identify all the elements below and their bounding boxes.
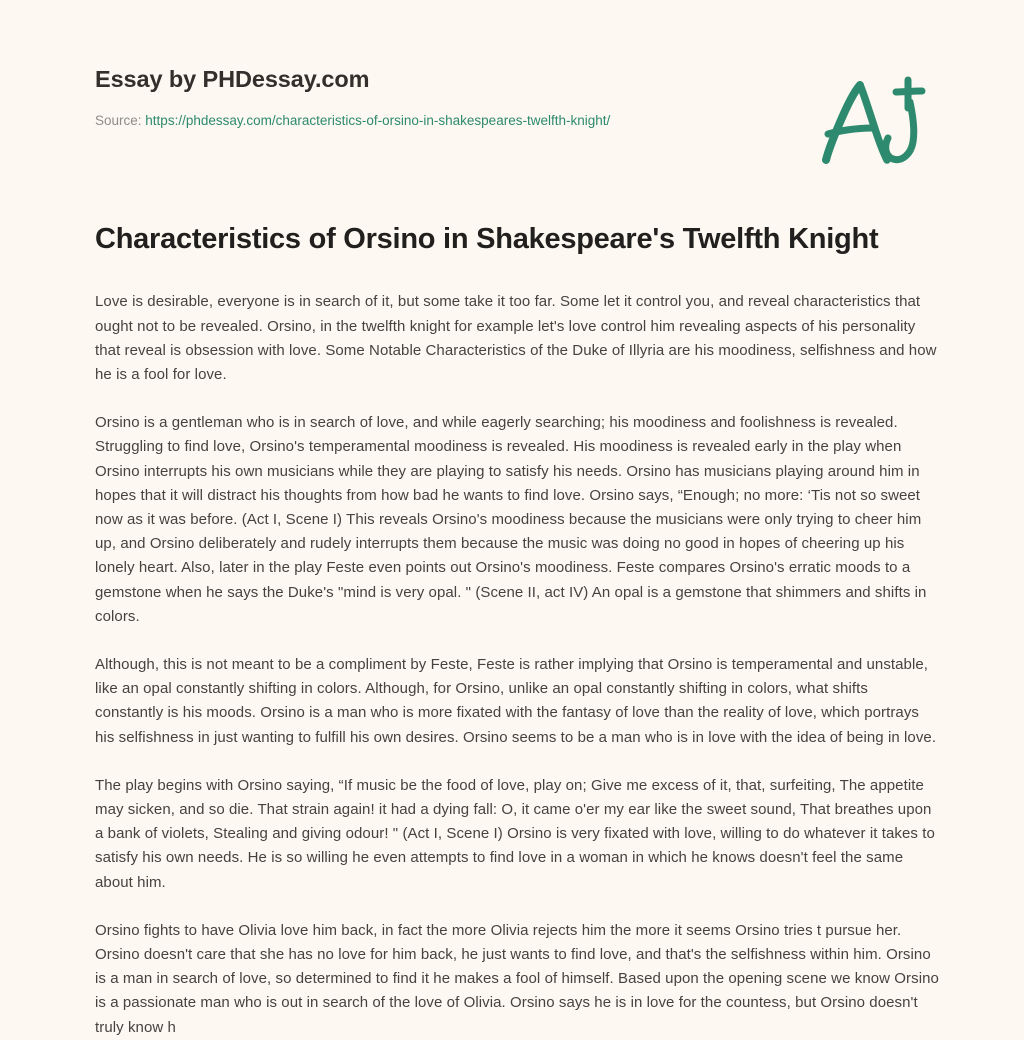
- article: [95, 222, 940, 1040]
- header-left-block: [95, 66, 610, 129]
- source-label: Source:: [95, 113, 142, 129]
- a-plus-logo-icon: [814, 72, 942, 170]
- article-paragraph: Love is desirable, everyone is in search of it, but some take it too far. Some let it control you, and reveal characteristics that ought not to be revealed. Orsino, in the twelfth knight for example let's love control him revealing aspects of his personality that reveal is obsession with love. Some Notable Characteristics of the Duke of Illyria are his moodiness, selfishness and how he is a fool for love.: [95, 293, 937, 383]
- article-body: [95, 290, 940, 1039]
- brand-title: Essay by PHDessay.com: [95, 66, 370, 92]
- article-paragraph: Orsino fights to have Olivia love him back, in fact the more Olivia rejects him the more it seems Orsino tries t pursue her. Orsino doesn't care that she has no love for him back, he just wants to find love, and that's the selfishness within him. Orsino is a man in search of love, so determined to find it he makes a fool of himself. Based upon the opening scene we know Orsino is a passionate man who is out in search of the love of Olivia. Orsino says he is in love for the countess, but Orsino doesn't truly know h: [95, 921, 939, 1036]
- article-paragraph: Orsino is a gentleman who is in search of love, and while eagerly searching; his moodiness and foolishness is revealed. Struggling to find love, Orsino's temperamental moodiness is revealed. His moodiness is revealed early in the play when Orsino interrupts his own musicians while they are playing to satisfy his needs. Orsino has musicians playing around him in hopes that it will distract his thoughts from how bad he wants to find love. Orsino says, “Enough; no more: ‘Tis not so sweet now as it was before. (Act I, Scene I) This reveals Orsino's moodiness because the musicians were only trying to cheer him up, and Orsino deliberately and rudely interrupts them because the music was doing no good in hopes of cheering up his lonely heart. Also, later in the play Feste even points out Orsino's moodiness. Feste compares Orsino's erratic moods to a gemstone when he says the Duke's "mind is very opal. " (Scene II, act IV) An opal is a gemstone that shimmers and shifts in colors.: [95, 414, 927, 625]
- source-url-link[interactable]: https://phdessay.com/characteristics-of-orsino-in-shakespeares-twelfth-knight/: [145, 113, 611, 129]
- document-header: [0, 0, 1024, 170]
- page-title: Characteristics of Orsino in Shakespeare's Twelfth Knight: [95, 223, 879, 255]
- article-paragraph: The play begins with Orsino saying, “If music be the food of love, play on; Give me excess of it, that, surfeiting, The appetite may sicken, and so die. That strain again! it had a dying fall: O, it came o'er my ear like the sweet sound, That breathes upon a bank of violets, Stealing and giving odour! " (Act I, Scene I) Orsino is very fixated with love, willing to do whatever it takes to satisfy his own needs. He is so willing he even attempts to find love in a woman in which he knows doesn't feel the same about him.: [95, 776, 935, 891]
- article-paragraph: Although, this is not meant to be a compliment by Feste, Feste is rather implying that Orsino is temperamental and unstable, like an opal constantly shifting in colors. Although, for Orsino, unlike an opal constantly shifting in colors, what shifts constantly is his moods. Orsino is a man who is more fixated with the fantasy of love than the reality of love, which portrays his selfishness in just wanting to fulfill his own desires. Orsino seems to be a man who is in love with the idea of being in love.: [95, 656, 937, 746]
- source-line: [95, 113, 610, 129]
